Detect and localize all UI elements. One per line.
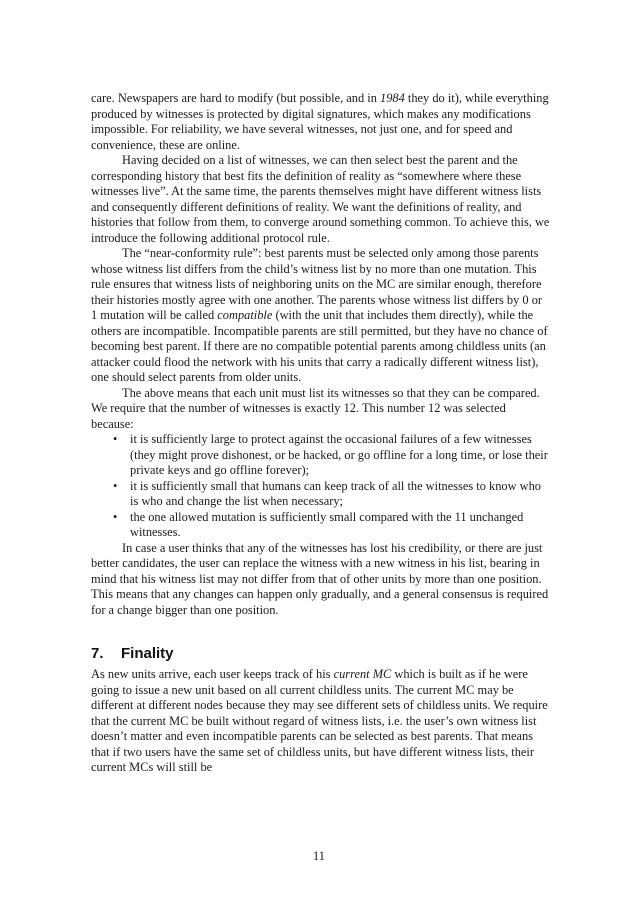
bullet-icon: •	[113, 432, 118, 446]
list-item: • it is sufficiently small that humans can keep track of all the witnesses to know who is who and change the list when necessary;	[113, 478, 541, 508]
term-current-mc: current MC	[333, 667, 392, 681]
paragraph-near-conformity-rule: The “near-conformity rule”: best parents must be selected only among those parents whose witness list differs from the child’s witness list by no more than one mutation. This rule ensures that witness lists of neighboring units on the MC are similar enough, therefore their histories mostly agree with one another. The parents whose witness list differs by 0 or 1 mutation will be called compatible (with the unit that includes them directly), while the others are incompatible. Incompatible parents are still permitted, but they have no chance of becoming best parent. If there are no compatible potential parents among childless units (an attacker could flood the network with his units that carry a radically different witness list), one should select parents from older units.	[91, 246, 548, 384]
list-item: • the one allowed mutation is sufficiently small compared with the 11 unchanged witnesses.	[113, 509, 524, 539]
page-number: 11	[313, 849, 325, 863]
body-text	[91, 91, 550, 776]
term-compatible: compatible	[217, 308, 273, 322]
bullet-icon: •	[113, 478, 118, 493]
bullet-list	[91, 432, 550, 541]
section-heading	[91, 644, 550, 663]
paragraph-witness-list: Having decided on a list of witnesses, we can then select best the parent and the corresponding history that best fits the definition of reality as “somewhere where these witnesses live”. At the same time, the parents themselves might have different witness lists and consequently different definitions of reality. We want the definitions of reality, and histories that follow from them, to converge around something common. To achieve this, we introduce the following additional protocol rule.	[91, 153, 550, 245]
list-item: • it is sufficiently large to protect against the occasional failures of a few witnesses (they might prove dishonest, or be hacked, or go offline for a long time, or lose their private keys and go offline forever);	[113, 432, 548, 477]
section-title: Finality	[121, 645, 174, 662]
paragraph-current-mc: As new units arrive, each user keeps track of his current MC which is built as if he were going to issue a new unit based on all current childless units. The current MC may be different at different nodes because they may see different sets of childless units. We require that the current MC be built without regard of witness lists, i.e. the user’s own witness list doesn’t matter and even incompatible parents can be selected as best parents. That means that if two users have the same set of childless units, but have different witness lists, their current MCs will still be	[91, 667, 548, 774]
section-number: 7.	[91, 645, 104, 662]
paragraph-replace-witness: In case a user thinks that any of the witnesses has lost his credibility, or there are just better candidates, the user can replace the witness with a new witness in his list, bearing in mind that his witness list may not differ from that of other units by more than one position. This means that any changes can happen only gradually, and a general consensus is required for a change bigger than one position.	[91, 540, 549, 617]
bullet-icon: •	[113, 509, 118, 524]
book-title-1984: 1984	[380, 91, 405, 105]
paragraph-newspapers: care. Newspapers are hard to modify (but possible, and in 1984 they do it), while everything produced by witnesses is protected by digital signatures, which makes any modifications impossible. For reliability, we have several witnesses, not just one, and for speed and convenience, these are online.	[91, 91, 549, 152]
paragraph-witness-count: The above means that each unit must list its witnesses so that they can be compared. We require that the number of witnesses is exactly 12. This number 12 was selected because:	[91, 385, 540, 431]
